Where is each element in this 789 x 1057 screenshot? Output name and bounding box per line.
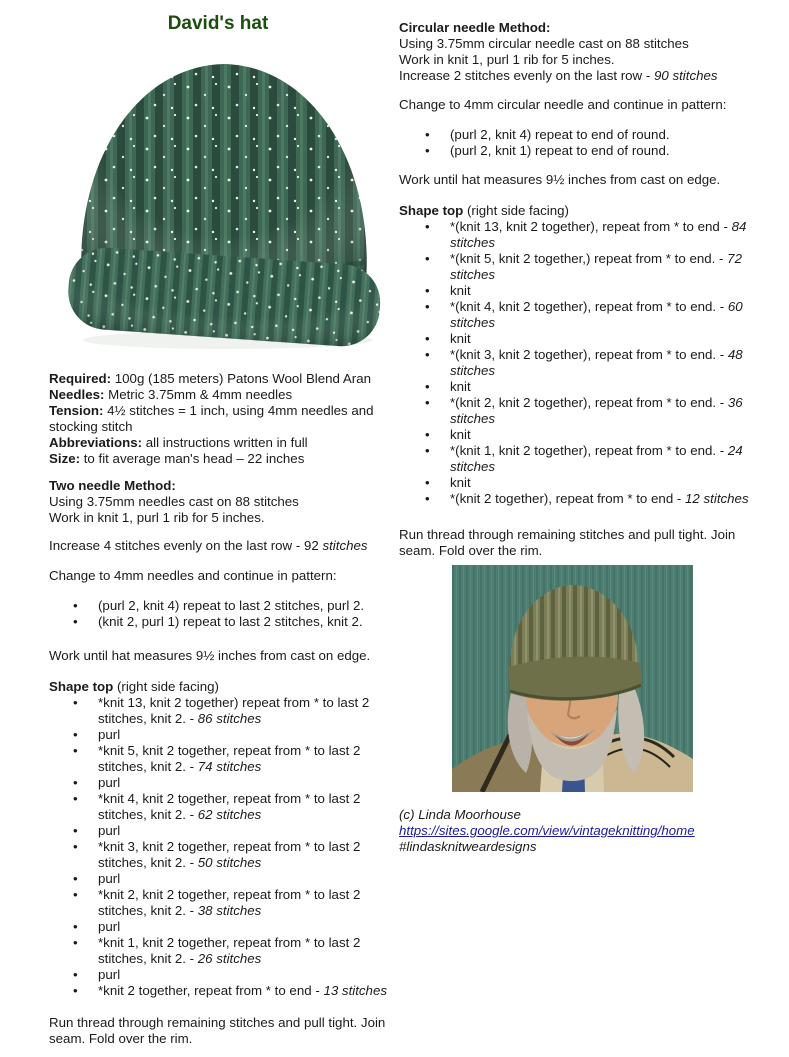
- shape-step: • knit: [399, 379, 751, 395]
- shape-step: • knit: [399, 427, 751, 443]
- shape-step: • *(knit 2 together), repeat from * to end - 12 stitches: [399, 491, 751, 507]
- shape-top-list: [399, 219, 751, 507]
- materials-tension: Tension: 4½ stitches = 1 inch, using 4mm needles and stocking stitch: [49, 403, 374, 434]
- shape-step: • knit: [399, 283, 751, 299]
- two-needle-method-heading: Two needle Method:: [49, 478, 176, 493]
- right-column: [399, 20, 751, 855]
- shape-step: • *(knit 4, knit 2 together), repeat from * to end. - 60 stitches: [399, 299, 751, 331]
- shape-step: • *knit 13, knit 2 together) repeat from * to last 2 stitches, knit 2. - 86 stitches: [49, 695, 387, 727]
- shape-step: • purl: [49, 727, 387, 743]
- shape-step: • *(knit 3, knit 2 together), repeat from * to end. - 48 stitches: [399, 347, 751, 379]
- materials-abbreviations: Abbreviations: all instructions written in full: [49, 435, 308, 450]
- shape-step: • purl: [49, 823, 387, 839]
- materials-required: Required: 100g (185 meters) Patons Wool Blend Aran: [49, 371, 371, 386]
- shape-step: • *(knit 1, knit 2 together), repeat from * to end. - 24 stitches: [399, 443, 751, 475]
- method-line: Work in knit 1, purl 1 rib for 5 inches.: [49, 510, 265, 525]
- shape-step: • *(knit 13, knit 2 together), repeat from * to end - 84 stitches: [399, 219, 751, 251]
- shape-top-list: [49, 695, 387, 999]
- model-photo: [452, 565, 693, 792]
- shape-step: • purl: [49, 871, 387, 887]
- method-line: Using 3.75mm circular needle cast on 88 stitches: [399, 36, 689, 51]
- shape-step: • *knit 2, knit 2 together, repeat from * to last 2 stitches, knit 2. - 38 stitches: [49, 887, 387, 919]
- pattern-bullet-list: [399, 127, 751, 159]
- shape-top-heading: Shape top (right side facing): [399, 203, 569, 218]
- method-line: Work in knit 1, purl 1 rib for 5 inches.: [399, 52, 615, 67]
- shape-step: • *knit 3, knit 2 together, repeat from * to last 2 stitches, knit 2. - 50 stitches: [49, 839, 387, 871]
- shape-step: • *knit 4, knit 2 together, repeat from * to last 2 stitches, knit 2. - 62 stitches: [49, 791, 387, 823]
- shape-step: • *knit 2 together, repeat from * to end - 13 stitches: [49, 983, 387, 999]
- increase-line: Increase 4 stitches evenly on the last row - 92 stitches: [49, 538, 368, 553]
- shape-top-heading: Shape top (right side facing): [49, 679, 219, 694]
- credit-hashtag: #lindasknitweardesigns: [399, 839, 537, 854]
- vintage-knitting-link[interactable]: https://sites.google.com/view/vintageknitting/home: [399, 823, 695, 838]
- shape-step: • purl: [49, 967, 387, 983]
- hat-illustration: [60, 50, 388, 352]
- shape-step: • purl: [49, 919, 387, 935]
- page-title: David's hat: [167, 13, 269, 34]
- shape-step: • *(knit 5, knit 2 together,) repeat from * to end. - 72 stitches: [399, 251, 751, 283]
- shape-step: • knit: [399, 475, 751, 491]
- finish-paragraph: Run thread through remaining stitches and pull tight. Join seam. Fold over the rim.: [49, 1015, 386, 1046]
- model-photo-illustration: [452, 565, 693, 792]
- left-column: [49, 371, 387, 1047]
- pattern-item: • (purl 2, knit 1) repeat to end of round.: [399, 143, 751, 159]
- method-line: Using 3.75mm needles cast on 88 stitches: [49, 494, 299, 509]
- increase-line: Increase 2 stitches evenly on the last row - 90 stitches: [399, 68, 718, 83]
- shape-step: • knit: [399, 331, 751, 347]
- credit-link-line: [399, 823, 751, 839]
- pattern-item: • (knit 2, purl 1) repeat to last 2 stitches, knit 2.: [49, 614, 387, 630]
- circular-method-block: [399, 20, 751, 84]
- change-needle-line: Change to 4mm circular needle and continue in pattern:: [399, 97, 727, 112]
- materials-size: Size: to fit average man's head – 22 inches: [49, 451, 305, 466]
- credit-block: [399, 807, 751, 855]
- work-until-line: Work until hat measures 9½ inches from cast on edge.: [399, 172, 721, 187]
- materials-needles: Needles: Metric 3.75mm & 4mm needles: [49, 387, 293, 402]
- credit-byline: (c) Linda Moorhouse: [399, 807, 521, 822]
- change-needle-line: Change to 4mm needles and continue in pattern:: [49, 568, 337, 583]
- work-until-line: Work until hat measures 9½ inches from cast on edge.: [49, 648, 371, 663]
- pattern-item: • (purl 2, knit 4) repeat to last 2 stitches, purl 2.: [49, 598, 387, 614]
- shape-step: • *(knit 2, knit 2 together), repeat from * to end. - 36 stitches: [399, 395, 751, 427]
- shape-step: • purl: [49, 775, 387, 791]
- shape-step: • *knit 5, knit 2 together, repeat from * to last 2 stitches, knit 2. - 74 stitches: [49, 743, 387, 775]
- finish-paragraph: Run thread through remaining stitches and pull tight. Join seam. Fold over the rim.: [399, 527, 736, 558]
- hat-image: [60, 50, 388, 352]
- pattern-item: • (purl 2, knit 4) repeat to end of round.: [399, 127, 751, 143]
- shape-step: • *knit 1, knit 2 together, repeat from * to last 2 stitches, knit 2. - 26 stitches: [49, 935, 387, 967]
- two-needle-method-block: [49, 478, 387, 526]
- circular-method-heading: Circular needle Method:: [399, 20, 551, 35]
- pattern-bullet-list: [49, 598, 387, 630]
- materials-block: [49, 371, 387, 467]
